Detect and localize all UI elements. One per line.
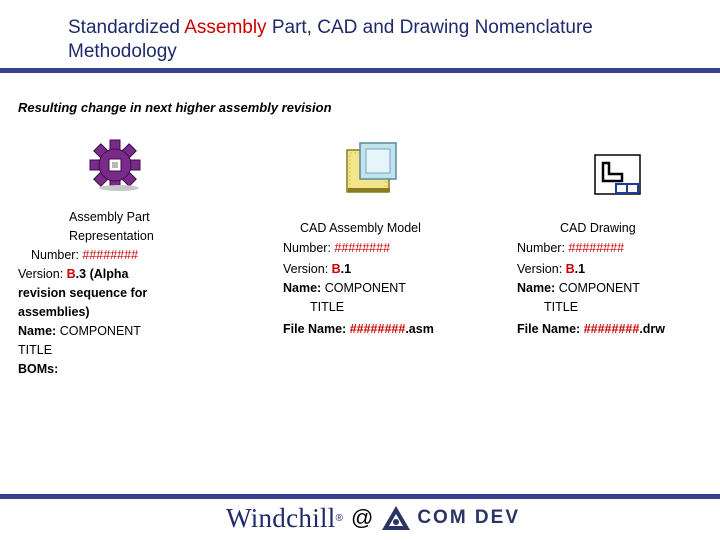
part-name-label: Name: xyxy=(18,324,60,338)
drw-number-label: Number: xyxy=(517,241,569,255)
asm-version-line xyxy=(283,260,493,279)
title-text-highlight: Assembly xyxy=(184,17,267,38)
part-version-minor: .3 (Alpha xyxy=(75,267,129,281)
drw-version-major: B xyxy=(565,262,575,276)
drw-number-value: ######## xyxy=(568,241,625,255)
registered-mark: ® xyxy=(335,512,343,524)
asm-name-value1: COMPONENT xyxy=(324,281,406,295)
drw-name-value1: COMPONENT xyxy=(558,281,640,295)
title-text-post: Part, CAD and Drawing Nomenclature Methodology xyxy=(68,17,593,62)
drw-name-line xyxy=(517,279,717,298)
drw-number-line xyxy=(517,239,717,258)
part-number-label: Number: xyxy=(31,248,83,262)
part-number-line xyxy=(18,246,208,265)
part-version-note1: revision sequence for xyxy=(18,286,148,300)
asm-version-label: Version: xyxy=(283,262,332,276)
asm-file-value-hash: ######## xyxy=(349,322,406,336)
drawing-icon xyxy=(594,154,642,196)
comdev-logo-text: COM DEV xyxy=(417,507,520,528)
asm-name-value2: TITLE xyxy=(310,300,345,314)
part-boms-label: BOMs: xyxy=(18,362,59,376)
gear-icon xyxy=(86,138,144,192)
part-representation-block xyxy=(18,208,208,379)
asm-version-minor: .1 xyxy=(340,262,352,276)
asm-file-label: File Name: xyxy=(283,322,350,336)
part-heading-line2: Representation xyxy=(69,229,154,243)
drw-heading: CAD Drawing xyxy=(560,221,636,235)
title-text-pre: Standardized xyxy=(68,17,185,38)
asm-number-label: Number: xyxy=(283,241,335,255)
page-title xyxy=(68,16,688,64)
part-version-label: Version: xyxy=(18,267,67,281)
drw-file-value-hash: ######## xyxy=(583,322,640,336)
windchill-logo-text: Windchill xyxy=(226,502,336,533)
cad-drawing-block xyxy=(517,219,717,339)
drw-file-extension: .drw xyxy=(639,322,666,336)
drw-version-minor: .1 xyxy=(574,262,586,276)
part-version-note2: assemblies) xyxy=(18,305,90,319)
drw-file-label: File Name: xyxy=(517,322,584,336)
bottom-divider xyxy=(0,494,720,499)
asm-number-value: ######## xyxy=(334,241,391,255)
comdev-logo-icon xyxy=(381,505,411,531)
asm-version-major: B xyxy=(331,262,341,276)
asm-heading: CAD Assembly Model xyxy=(300,221,421,235)
part-name-value1: COMPONENT xyxy=(59,324,141,338)
part-version-major: B xyxy=(66,267,76,281)
part-heading-line1: Assembly Part xyxy=(69,210,150,224)
drw-version-line xyxy=(517,260,717,279)
subtitle: Resulting change in next higher assembly revision xyxy=(18,100,332,115)
part-version-line xyxy=(18,265,208,284)
asm-file-line xyxy=(283,320,493,339)
part-name-value2: TITLE xyxy=(18,343,53,357)
drw-version-label: Version: xyxy=(517,262,566,276)
cad-assembly-block xyxy=(283,219,493,339)
asm-name-line xyxy=(283,279,493,298)
asm-name-label: Name: xyxy=(283,281,325,295)
part-number-value: ######## xyxy=(82,248,139,262)
part-name-line xyxy=(18,322,208,341)
footer-branding xyxy=(226,502,520,534)
assembly-model-icon xyxy=(344,140,400,196)
at-symbol: @ xyxy=(350,505,374,530)
asm-number-line xyxy=(283,239,493,258)
drw-name-label: Name: xyxy=(517,281,559,295)
drw-file-line xyxy=(517,320,717,339)
asm-file-extension: .asm xyxy=(405,322,434,336)
top-divider xyxy=(0,68,720,73)
drw-name-value2: TITLE xyxy=(544,300,579,314)
